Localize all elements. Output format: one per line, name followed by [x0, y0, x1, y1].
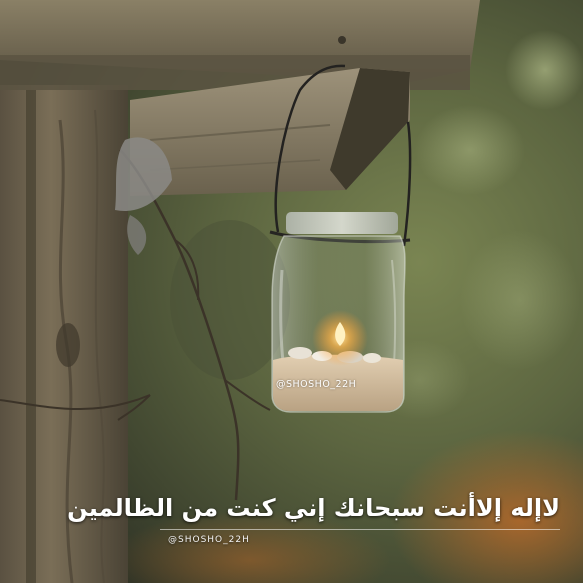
- jar-lid-rim: [286, 212, 398, 234]
- bokeh-light: [460, 230, 580, 370]
- bokeh-light: [505, 30, 583, 110]
- caption-divider: [160, 529, 560, 530]
- jar-watermark: @SHOSHO_22H: [276, 379, 357, 390]
- wooden-post-edge: [26, 90, 36, 583]
- pebble: [288, 347, 312, 359]
- nail-head: [338, 36, 346, 44]
- bottom-watermark: @SHOSHO_22H: [168, 535, 250, 545]
- arabic-caption: لاإله إلاأنت سبحانك إني كنت من الظالمين: [67, 494, 560, 522]
- wood-knot: [56, 323, 80, 367]
- pebble: [363, 353, 381, 363]
- bokeh-light: [415, 105, 525, 195]
